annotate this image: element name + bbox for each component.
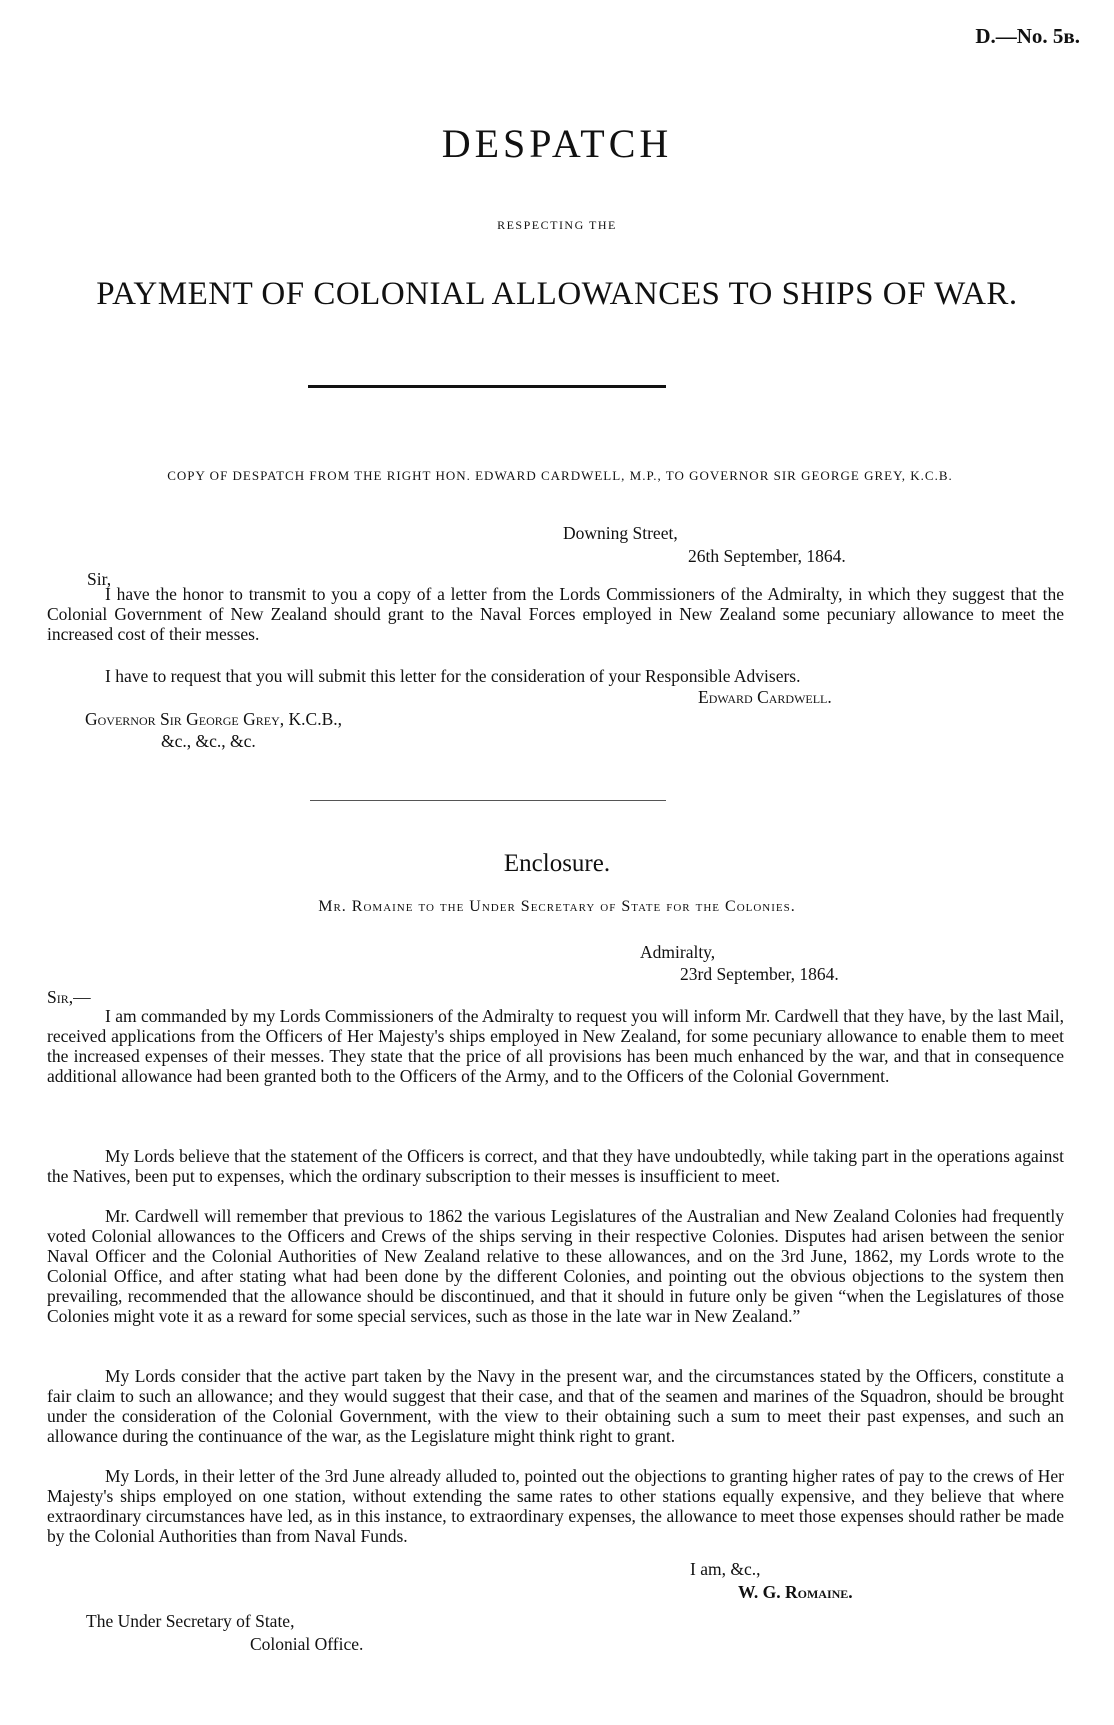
enclosure-salutation: Sir,— [47,987,91,1007]
despatch-date: 26th September, 1864. [688,546,846,566]
enclosure-signature: W. G. Romaine. [738,1582,853,1602]
enclosure-paragraph-3: Mr. Cardwell will remember that previous to 1862 the various Legislatures of the Australian and New Zealand Colonies had frequently voted Colonial allowances to the Officers and Crews of the ships serving in their respective Colonies. Disputes had arisen between the senior Naval Officer and the Colonial Authorities of New Zealand relative to these allowances, and on the 3rd June, 1862, my Lords wrote to the Colonial Office, and after stating what had been done by the different Colonies, and pointing out the obvious objections to the system then prevailing, recommended that the allowance should be discontinued, and that it should in future only be given “when the Legislatures of those Colonies might vote it as a reward for some special services, such as those in the late war in New Zealand.” [47,1206,1064,1326]
enclosure-place: Admiralty, [640,942,716,962]
despatch-heading: COPY OF DESPATCH FROM THE RIGHT HON. EDWARD CARDWELL, M.P., TO GOVERNOR SIR GEORGE GREY, K.C.B. [167,468,953,483]
enclosure-paragraph-1: I am commanded by my Lords Commissioners of the Admiralty to request you will inform Mr. Cardwell that they have, by the last Mail, received applications from the Officers of Her Majesty's ships employed in New Zealand, for some pecuniary allowance to enable them to meet the increased expenses of their messes. They state that the price of all provisions has been much enhanced by the war, and that in consequence additional allowance had been granted both to the Officers of the Army, and to the Officers of the Colonial Government. [47,1006,1064,1086]
despatch-signature: Edward Cardwell. [698,687,832,707]
enclosure-closing: I am, &c., [690,1559,761,1579]
enclosure-heading: Mr. Romaine to the Under Secretary of State for the Colonies. [318,898,796,915]
enclosure-paragraph-4: My Lords consider that the active part taken by the Navy in the present war, and the circumstances stated by the Officers, constitute a fair claim to such an allowance; and they would suggest that their case, and that of the seamen and marines of the Squadron, should be brought under the consideration of the Colonial Government, with the view to their obtaining such a sum to meet their past expenses, and such an allowance during the continuance of the war, as the Legislature might think right to grant. [47,1366,1064,1446]
despatch-addressee-2: &c., &c., &c. [161,731,256,751]
section-divider [310,800,666,801]
subtitle-main: PAYMENT OF COLONIAL ALLOWANCES TO SHIPS OF WAR. [96,276,1018,312]
enclosure-title: Enclosure. [503,850,611,877]
subtitle-respecting: RESPECTING THE [497,218,617,232]
despatch-salutation: Sir, [87,569,112,589]
enclosure-paragraph-2: My Lords believe that the statement of the Officers is correct, and that they have undoubtedly, while taking part in the operations against the Natives, been put to expenses, which the ordinary subscription to their messes is insufficient to meet. [47,1146,1064,1186]
enclosure-paragraph-5: My Lords, in their letter of the 3rd June already alluded to, pointed out the objections to granting higher rates of pay to the crews of Her Majesty's ships employed on one station, without extending the same rates to other stations equally expensive, and they believe that where extraordinary circumstances have led, as in this instance, to extraordinary expenses, the allowance to meet those expenses should rather be made by the Colonial Authorities than from Naval Funds. [47,1466,1064,1546]
heading-rule [308,385,666,388]
document-reference: D.—No. 5в. [975,24,1080,48]
page-title: DESPATCH [441,121,673,166]
enclosure-date: 23rd September, 1864. [680,964,839,984]
enclosure-addressee-1: The Under Secretary of State, [86,1611,295,1631]
despatch-paragraph-2: I have to request that you will submit this letter for the consideration of your Responsible Advisers. [105,666,801,686]
enclosure-addressee-2: Colonial Office. [250,1634,364,1654]
despatch-place: Downing Street, [563,523,678,543]
despatch-addressee-1: Governor Sir George Grey, K.C.B., [85,709,343,729]
despatch-paragraph-1: I have the honor to transmit to you a copy of a letter from the Lords Commissioners of the Admiralty, in which they suggest that the Colonial Government of New Zealand should grant to the Naval Forces employed in New Zealand some pecuniary allowance to meet the increased cost of their messes. [47,584,1064,644]
